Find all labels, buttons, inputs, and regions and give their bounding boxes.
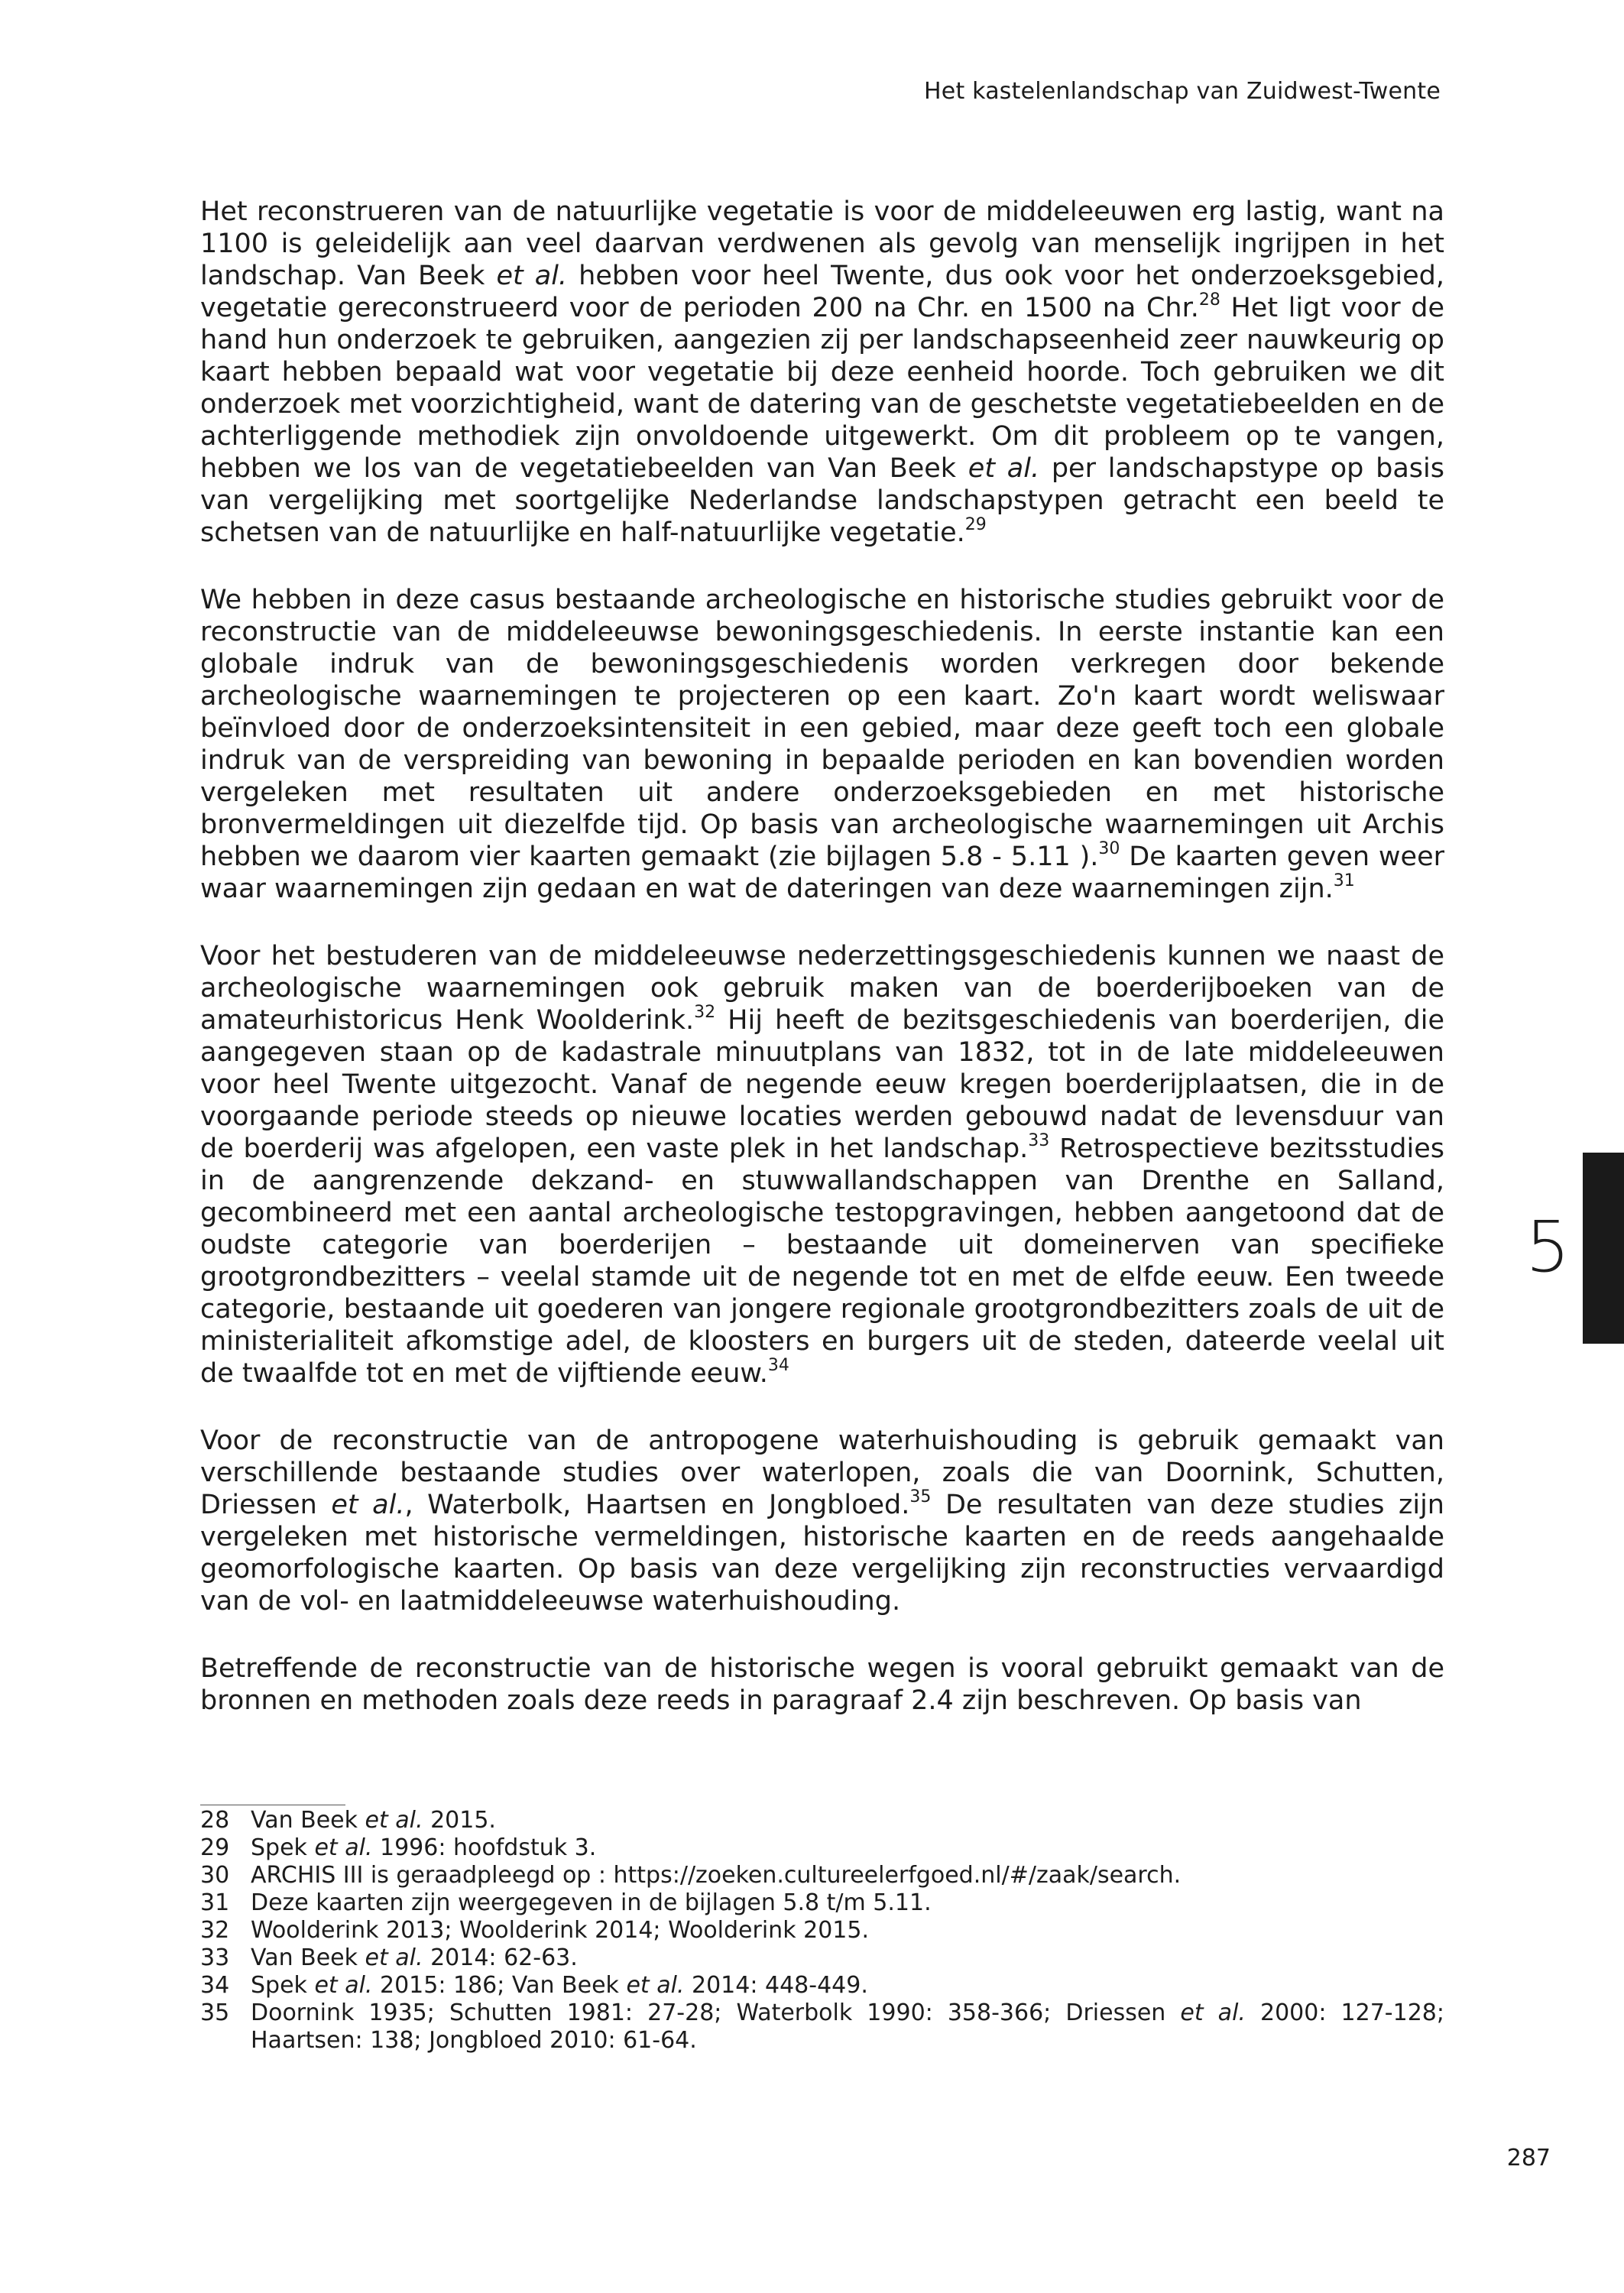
footnote-ref[interactable]: 35 — [909, 1487, 932, 1507]
footnote: 29 Spek et al. 1996: hoofdstuk 3. — [200, 1834, 597, 1861]
paragraph: Betreffende de reconstructie van de historische wegen is vooral gebruikt gemaakt van de bronnen en methoden zoals deze reeds in paragraaf 2.4 zijn beschreven. Op basis van — [200, 1653, 1444, 1716]
footnote-ref[interactable]: 32 — [694, 1003, 716, 1023]
footnote-ref[interactable]: 34 — [767, 1356, 789, 1376]
footnote: 30 ARCHIS III is geraadpleegd op : https://zoeken.cultureelerfgoed.nl/#/zaak/search. — [200, 1862, 1182, 1889]
footnote: 28 Van Beek et al. 2015. — [200, 1807, 496, 1834]
body-text — [200, 196, 1444, 1717]
footnote-ref[interactable]: 33 — [1028, 1131, 1050, 1151]
footnote-ref[interactable]: 31 — [1333, 871, 1355, 891]
chapter-tab — [1583, 1153, 1624, 1344]
paragraph: Het reconstrueren van de natuurlijke vegetatie is voor de middeleeuwen erg lastig, want na 1100 is geleidelijk aan veel daarvan verdwenen als gevolg van menselijk ingrijpen in het landschap. Van Beek et al. hebben voor heel Twente, dus ook voor het onderzoeksgebied, vegetatie gereconstrueerd voor de perioden 200 na Chr. en 1500 na Chr.$^{28}$ Het ligt voor de hand hun onderzoek te gebruiken, aangezien zij per landschapseenheid zeer nauwkeurig op kaart hebben bepaald wat voor vegetatie bij deze eenheid hoorde. Toch gebruiken we dit onderzoek met voorzichtigheid, want de datering van de geschetste vegetatiebeelden en de achterliggende methodiek zijn onvoldoende uitgewerkt. Om dit probleem op te vangen, hebben we los van de vegetatiebeelden van Van Beek et al. per landschapstype op basis van vergelijking met soortgelijke Nederlandse landschapstypen getracht een beeld te schetsen van de natuurlijke en half-natuurlijke vegetatie.$^{29}$ — [200, 196, 1444, 548]
footnote-ref[interactable]: 30 — [1098, 839, 1120, 859]
footnote-ref[interactable]: 28 — [1198, 290, 1220, 310]
running-title: Het kastelenlandschap van Zuidwest-Twente — [924, 78, 1441, 105]
paragraph: We hebben in deze casus bestaande archeologische en historische studies gebruikt voor de reconstructie van de middeleeuwse bewoningsgeschiedenis. In eerste instantie kan een globale indruk van de bewoningsgeschiedenis worden verkregen door bekende archeologische waarnemingen te projecteren op een kaart. Zo'n kaart wordt weliswaar beïnvloed door de onderzoeksintensiteit in een gebied, maar deze geeft toch een globale indruk van de verspreiding van bewoning in bepaalde perioden en kan bovendien worden vergeleken met resultaten uit andere onderzoeksgebieden en met historische bronvermeldingen uit diezelfde tijd. Op basis van archeologische waarnemingen uit Archis hebben we daarom vier kaarten gemaakt (zie bijlagen 5.8 - 5.11 ).$^{30}$ De kaarten geven weer waar waarnemingen zijn gedaan en wat de dateringen van deze waarnemingen zijn.$^{31}$ — [200, 585, 1445, 904]
footnotes — [200, 1807, 1444, 2055]
footnote-ref[interactable]: 29 — [964, 515, 987, 535]
footnote: 32 Woolderink 2013; Woolderink 2014; Woolderink 2015. — [200, 1917, 869, 1944]
footnote: 35 Doornink 1935; Schutten 1981: 27-28; Waterbolk 1990: 358-366; Driessen et al. 2000: 127-128; Haartsen: 138; Jongbloed 2010: 61-64. — [200, 1999, 1444, 2054]
footnote: 31 Deze kaarten zijn weergegeven in de bijlagen 5.8 t/m 5.11. — [200, 1889, 932, 1916]
page-number: 287 — [1506, 2145, 1551, 2171]
paragraph: Voor de reconstructie van de antropogene waterhuishouding is gebruik gemaakt van verschillende bestaande studies over waterlopen, zoals die van Doornink, Schutten, Driessen et al., Waterbolk, Haartsen en Jongbloed.$^{35}$ De resultaten van deze studies zijn vergeleken met historische vermeldingen, historische kaarten en de reeds aangehaalde geomorfologische kaarten. Op basis van deze vergelijking zijn reconstructies vervaardigd van de vol- en laatmiddeleeuwse waterhuishouding. — [200, 1425, 1444, 1617]
footnote: 34 Spek et al. 2015: 186; Van Beek et al. 2014: 448-449. — [200, 1972, 868, 1999]
footnote: 33 Van Beek et al. 2014: 62-63. — [200, 1944, 578, 1971]
paragraph: Voor het bestuderen van de middeleeuwse nederzettingsgeschiedenis kunnen we naast de archeologische waarnemingen ook gebruik maken van de boerderijboeken van de amateurhistoricus Henk Woolderink.$^{32}$ Hij heeft de bezitsgeschiedenis van boerderijen, die aangegeven staan op de kadastrale minuutplans van 1832, tot in de late middeleeuwen voor heel Twente uitgezocht. Vanaf de negende eeuw kregen boerderijplaatsen, die in de voorgaande periode steeds op nieuwe locaties werden gebouwd nadat de levensduur van de boerderij was afgelopen, een vaste plek in het landschap.$^{33}$ Retrospectieve bezitsstudies in de aangrenzende dekzand- en stuwwallandschappen van Drenthe en Salland, gecombineerd met een aantal archeologische testopgravingen, hebben aangetoond dat de oudste categorie van boerderijen – bestaande uit domeinerven van specifieke grootgrondbezitters – veelal stamde uit de negende tot en met de elfde eeuw. Een tweede categorie, bestaande uit goederen van jongere regionale grootgrondbezitters zoals de uit de ministerialiteit afkomstige adel, de kloosters en burgers uit de steden, dateerde veelal uit de twaalfde tot en met de vijftiende eeuw.$^{34}$ — [200, 941, 1444, 1389]
chapter-number: 5 — [1525, 1206, 1571, 1288]
